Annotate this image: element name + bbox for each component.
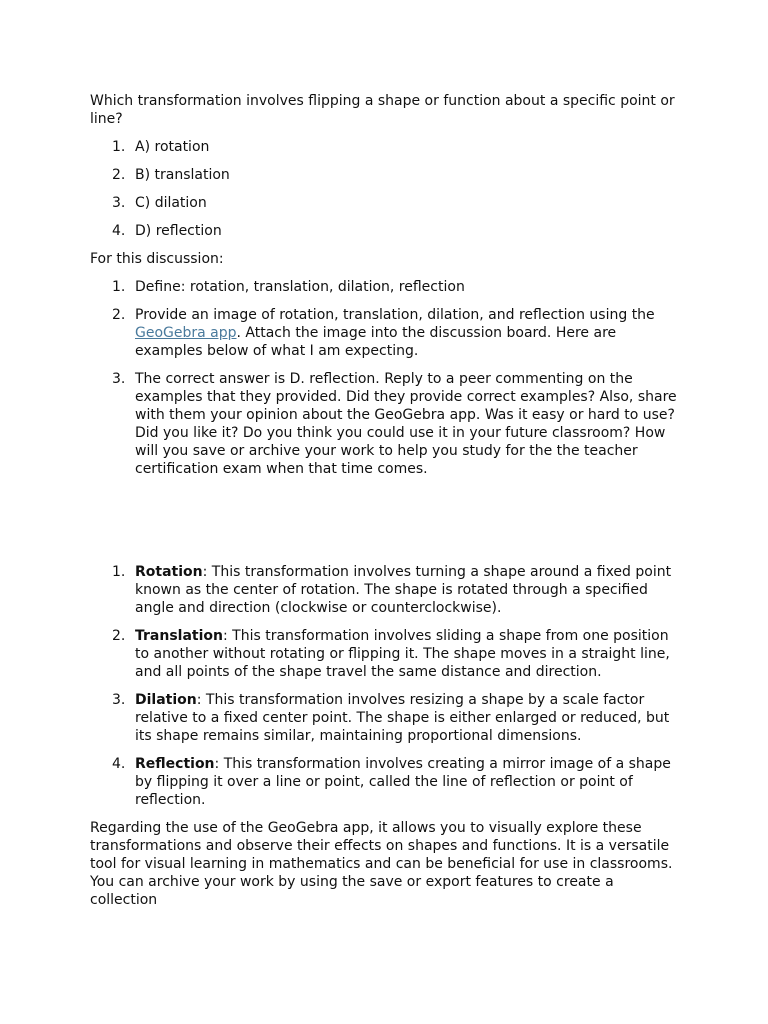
option-c: 3. C) dilation (112, 195, 207, 211)
option-a: 1. A) rotation (112, 139, 210, 155)
definitions-list (90, 563, 680, 809)
definition-translation-term: Translation (135, 628, 223, 644)
task-provide-image: 2. Provide an image of rotation, translation, dilation, and reflection using the GeoGebra app. Attach the image into the discussion board. Here are examples below of what I am expecting. (112, 307, 655, 359)
option-a-text: A) rotation (135, 139, 210, 155)
definition-rotation-term: Rotation (135, 564, 203, 580)
definition-rotation-text: : This transformation involves turning a shape around a fixed point known as the center of rotation. The shape is rotated through a specified angle and direction (clockwise or counterclockwise). (135, 564, 672, 616)
task-define-text: Define: rotation, translation, dilation, reflection (135, 279, 465, 295)
definition-dilation: 3. Dilation: This transformation involves resizing a shape by a scale factor relative to a fixed center point. The shape is either enlarged or reduced, but its shape remains similar, maintaining proportional dimensions. (112, 692, 670, 744)
answer-options-list (90, 138, 680, 240)
geogebra-app-link[interactable]: GeoGebra app (135, 325, 237, 341)
document-page (90, 92, 680, 909)
definition-dilation-text: : This transformation involves resizing a shape by a scale factor relative to a fixed center point. The shape is either enlarged or reduced, but its shape remains similar, maintaining proportional dimensions. (135, 692, 670, 744)
closing-paragraph: Regarding the use of the GeoGebra app, it allows you to visually explore these transformations and observe their effects on shapes and functions. It is a versatile tool for visual learning in mathematics and can be beneficial for use in classrooms. You can archive your work by using the save or export features to create a collection (90, 820, 673, 908)
question-text: Which transformation involves flipping a shape or function about a specific point or line? (90, 93, 675, 127)
task-provide-image-before: Provide an image of rotation, translation, dilation, and reflection using the (135, 307, 655, 323)
option-d: 4. D) reflection (112, 223, 222, 239)
definition-reflection: 4. Reflection: This transformation involves creating a mirror image of a shape by flipping it over a line or point, called the line of reflection or point of reflection. (112, 756, 671, 808)
task-reply-peer-text: The correct answer is D. reflection. Reply to a peer commenting on the examples that they provided. Did they provide correct examples? Also, share with them your opinion about the GeoGebra app. Was it easy or hard to use? Did you like it? Do you think you could use it in your future classroom? How will you save or archive your work to help you study for the the teacher certification exam when that time comes. (135, 371, 677, 477)
option-b: 2. B) translation (112, 167, 230, 183)
discussion-intro: For this discussion: (90, 251, 224, 267)
task-reply-peer: 3. The correct answer is D. reflection. Reply to a peer commenting on the examples that they provided. Did they provide correct examples? Also, share with them your opinion about the GeoGebra app. Was it easy or hard to use? Did you like it? Do you think you could use it in your future classroom? How will you save or archive your work to help you study for the the teacher certification exam when that time comes. (112, 371, 677, 477)
discussion-tasks-list (90, 278, 680, 478)
definition-reflection-text: : This transformation involves creating a mirror image of a shape by flipping it over a line or point, called the line of reflection or point of reflection. (135, 756, 671, 808)
option-d-text: D) reflection (135, 223, 222, 239)
option-b-text: B) translation (135, 167, 230, 183)
definition-dilation-term: Dilation (135, 692, 197, 708)
definition-translation: 2. Translation: This transformation involves sliding a shape from one position to another without rotating or flipping it. The shape moves in a straight line, and all points of the shape travel the same distance and direction. (112, 628, 670, 680)
definition-rotation: 1. Rotation: This transformation involves turning a shape around a fixed point known as the center of rotation. The shape is rotated through a specified angle and direction (clockwise or counterclockwise). (112, 564, 672, 616)
task-provide-image-after: . Attach the image into the discussion board. Here are examples below of what I am expecting. (135, 325, 617, 359)
definition-translation-text: : This transformation involves sliding a shape from one position to another without rotating or flipping it. The shape moves in a straight line, and all points of the shape travel the same distance and direction. (135, 628, 670, 680)
task-define: 1. Define: rotation, translation, dilation, reflection (112, 279, 465, 295)
definition-reflection-term: Reflection (135, 756, 215, 772)
option-c-text: C) dilation (135, 195, 207, 211)
